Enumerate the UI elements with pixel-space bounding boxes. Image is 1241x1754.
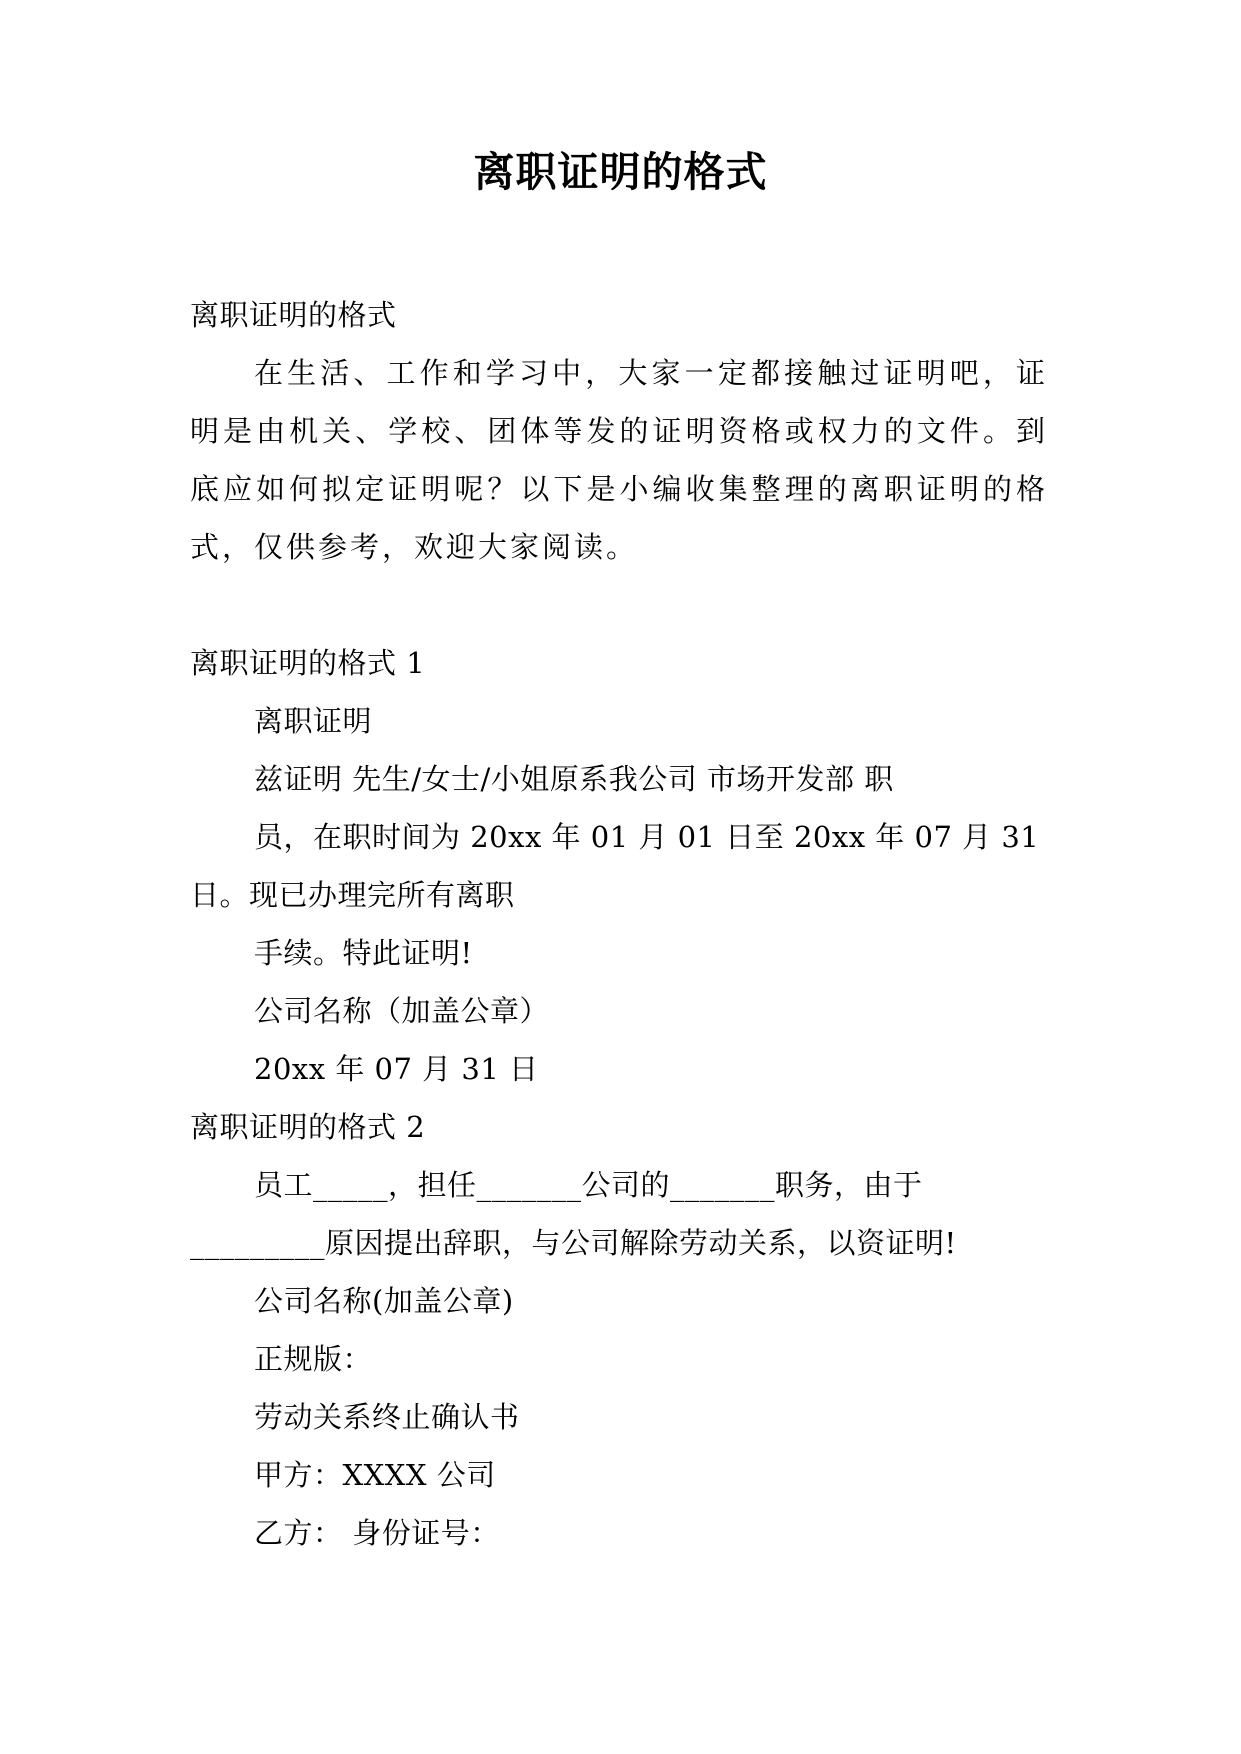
section1-line: 手续。特此证明!	[254, 936, 473, 970]
section2-line: 劳动关系终止确认书	[254, 1400, 520, 1434]
section2-line: 甲方：XXXX 公司	[254, 1458, 496, 1492]
section1-line: 离职证明	[254, 704, 373, 738]
section2-line: 乙方： 身份证号：	[254, 1516, 500, 1550]
section-heading: 离职证明的格式	[190, 298, 397, 332]
section2-statement-line: 员工_____，担任_______公司的_______职务，由于	[254, 1168, 923, 1202]
section2-line: 公司名称(加盖公章)	[254, 1284, 514, 1318]
spacer	[190, 576, 1048, 634]
section1-line: 公司名称（加盖公章）	[254, 994, 550, 1028]
section2-heading: 离职证明的格式 2	[190, 1110, 426, 1144]
document-body	[190, 286, 1048, 1562]
section1-line: 兹证明 先生/女士/小姐原系我公司 市场开发部 职	[254, 762, 894, 796]
section2-line: 正规版：	[254, 1342, 373, 1376]
section1-line: 日。现已办理完所有离职	[190, 878, 515, 912]
intro-paragraph: 在生活、工作和学习中，大家一定都接触过证明吧，证明是由机关、学校、团体等发的证明资格或权力的文件。到底应如何拟定证明呢？以下是小编收集整理的离职证明的格式，仅供参考，欢迎大家阅读。	[190, 356, 1048, 564]
document-title: 离职证明的格式	[473, 148, 768, 196]
section1-line: 员，在职时间为 20xx 年 01 月 01 日至 20xx 年 07 月 31	[254, 820, 1040, 854]
section1-date: 20xx 年 07 月 31 日	[254, 1052, 539, 1086]
section1-heading: 离职证明的格式 1	[190, 646, 426, 680]
section2-statement-line: _________原因提出辞职，与公司解除劳动关系，以资证明!	[190, 1226, 957, 1260]
